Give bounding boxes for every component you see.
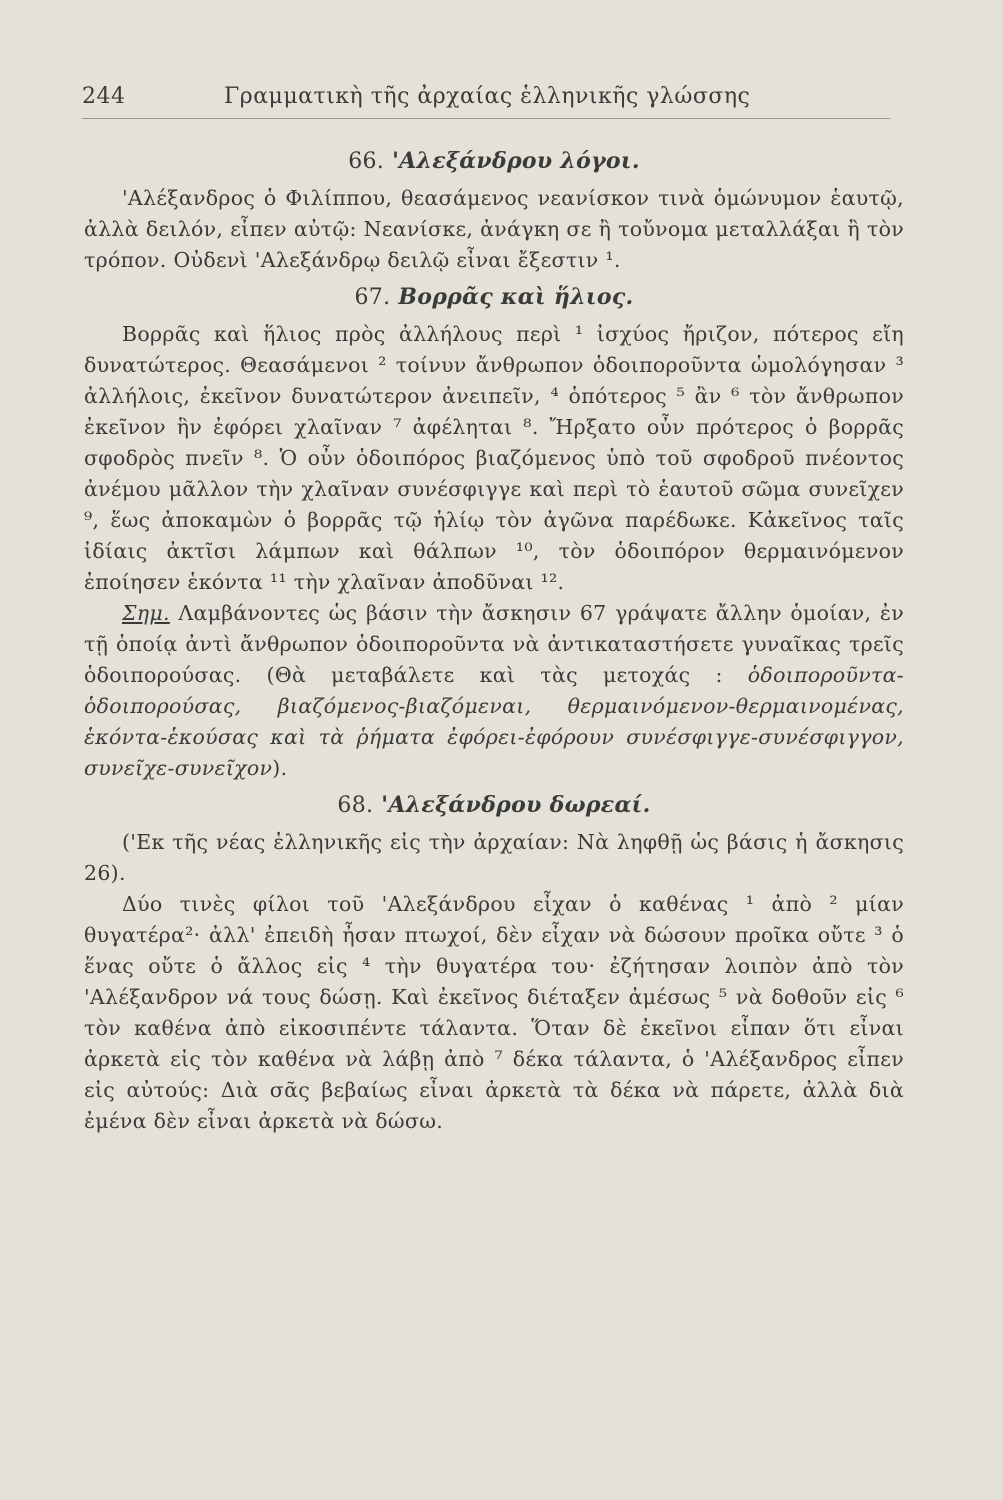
- section-68-intro: ('Εκ τῆς νέας ἑλληνικῆς εἰς τὴν ἀρχαίαν: Νὰ ληφθῇ ὡς βάσις ἡ ἄσκησις 26).: [84, 830, 904, 885]
- section-67-heading: [84, 276, 904, 319]
- section-67-title: Βορρᾶς καὶ ἥλιος.: [398, 284, 634, 310]
- page-body: [84, 140, 904, 1137]
- section-66-number: 66.: [348, 149, 385, 174]
- section-68-title: 'Αλεξάνδρου δωρεαί.: [381, 792, 651, 818]
- note-text-2: ὁδοιποροῦντα-ὁδοιπορούσας, βιαζόμενος-βιαζόμεναι, θερμαινόμενον-θερμαινομένας, ἑκόντα-ἑκούσας καὶ τὰ ῥήματα ἐφόρει-ἐφόρουν συνέσφιγγε-συνέσφιγγον, συνεῖχε-συνεῖχον: [84, 663, 904, 780]
- section-66-heading: [84, 140, 904, 183]
- section-67-text: Βορρᾶς καὶ ἥλιος πρὸς ἀλλήλους περὶ ¹ ἰσχύος ἤριζον, πότερος εἴη δυνατώτερος. Θεασάμενοι ² τοίνυν ἄνθρωπον ὁδοιποροῦντα ὡμολόγησαν ³ ἀλλήλοις, ἐκεῖνον δυνατώτερον ἀνειπεῖν, ⁴ ὁπότερος ⁵ ἂν ⁶ τὸν ἄνθρωπον ἐκεῖνον ἣν ἐφόρει χλαῖναν ⁷ ἀφέληται ⁸. Ἤρξατο οὖν πρότερος ὁ βορρᾶς σφοδρὸς πνεῖν ⁸. Ὁ οὖν ὁδοιπόρος βιαζόμενος ὑπὸ τοῦ σφοδροῦ πνέοντος ἀνέμου μᾶλλον τὴν χλαῖναν συνέσφιγγε καὶ περὶ τὸ ἑαυτοῦ σῶμα συνεῖχεν ⁹, ἕως ἀποκαμὼν ὁ βορρᾶς τῷ ἡλίῳ τὸν ἀγῶνα παρέδωκε. Κἀκεῖνος ταῖς ἰδίαις ἀκτῖσι λάμπων καὶ θάλπων ¹⁰, τὸν ὁδοιπόρον θερμαινόμενον ἐποίησεν ἑκόντα ¹¹ τὴν χλαῖναν ἀποδῦναι ¹².: [84, 322, 904, 594]
- running-title: Γραμματικὴ τῆς ἀρχαίας ἑλληνικῆς γλώσσης: [224, 84, 751, 109]
- section-67-number: 67.: [354, 285, 391, 310]
- section-66-text: 'Αλέξανδρος ὁ Φιλίππου, θεασάμενος νεανίσκον τινὰ ὁμώνυμον ἑαυτῷ, ἀλλὰ δειλόν, εἶπεν αὐτῷ: Νεανίσκε, ἀνάγκη σε ἢ τοὔνομα μεταλλάξαι ἢ τὸν τρόπον. Οὐδενὶ 'Αλεξάνδρῳ δειλῷ εἶναι ἔξεστιν ¹.: [84, 186, 904, 272]
- note-text-1: Λαμβάνοντες ὡς βάσιν τὴν ἄσκησιν 67 γράψατε ἄλλην ὁμοίαν, ἐν τῇ ὁποίᾳ ἀντὶ ἄνθρωπον ὁδοιποροῦντα νὰ ἀντικαταστήσετε γυναῖκας τρεῖς ὁδοιπορούσας. (Θὰ μεταβάλετε καὶ τὰς μετοχάς :: [84, 601, 904, 687]
- section-66-title: 'Αλεξάνδρου λόγοι.: [392, 148, 640, 174]
- section-68-heading: [84, 784, 904, 827]
- header-rule: [82, 118, 890, 119]
- page-number: 244: [82, 84, 126, 109]
- note-text-3: ).: [272, 756, 288, 780]
- section-68-number: 68.: [337, 793, 374, 818]
- note-label: Σημ.: [122, 601, 170, 625]
- section-67-note: [84, 598, 904, 784]
- section-68-text: Δύο τινὲς φίλοι τοῦ 'Αλεξάνδρου εἶχαν ὁ καθένας ¹ ἀπὸ ² μίαν θυγατέρα²· ἀλλ' ἐπειδὴ ἦσαν πτωχοί, δὲν εἶχαν νὰ δώσουν προῖκα οὔτε ³ ὁ ἕνας οὔτε ὁ ἄλλος εἰς ⁴ τὴν θυγατέρα του· ἐζήτησαν λοιπὸν ἀπὸ τὸν 'Αλέξανδρον νά τους δώσῃ. Καὶ ἐκεῖνος διέταξεν ἀμέσως ⁵ νὰ δοθοῦν εἰς ⁶ τὸν καθένα ἀπὸ εἰκοσιπέντε τάλαντα. Ὅταν δὲ ἐκεῖνοι εἶπαν ὅτι εἶναι ἀρκετὰ εἰς τὸν καθένα νὰ λάβῃ ἀπὸ ⁷ δέκα τάλαντα, ὁ 'Αλέξανδρος εἶπεν εἰς αὐτούς: Διὰ σᾶς βεβαίως εἶναι ἀρκετὰ τὰ δέκα νὰ πάρετε, ἀλλὰ διὰ ἐμένα δὲν εἶναι ἀρκετὰ νὰ δώσω.: [84, 892, 904, 1133]
